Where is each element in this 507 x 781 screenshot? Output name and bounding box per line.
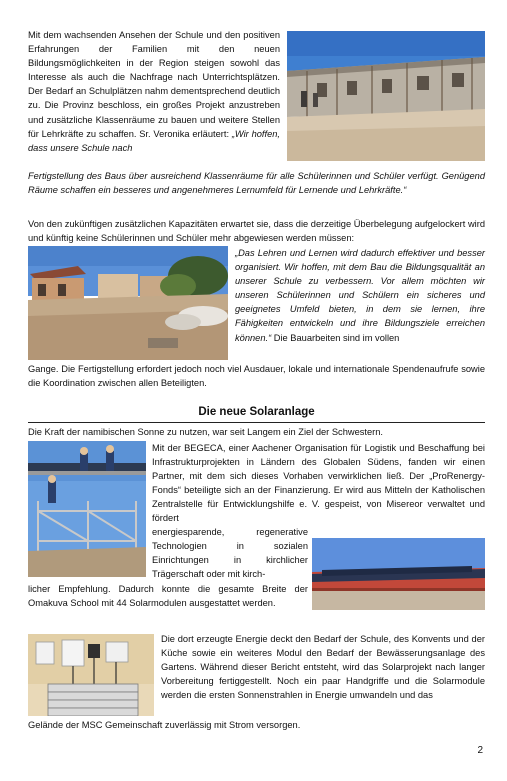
intro-quote-continuation — [28, 169, 485, 197]
solar-energy-paragraph-end — [28, 718, 485, 732]
solar-partner-paragraph — [152, 441, 485, 526]
solar-technology-paragraph — [152, 525, 308, 581]
solar-roof-photo — [312, 538, 485, 610]
capacity-quote: „Das Lehren und Lernen wird dadurch effektiver und besser organisiert. Wir hoffen, mit dem Bau die Bildungsqualität an unserer Schule zu verbessern. Vor allem möchten wir unseren Schülerinnen und Schülern ein sicheres und geeignetes Umfeld bieten, in dem sie lernen, ihre Fähigkeiten entwickeln und ihre Bildungsziele erreichen können.“ — [235, 248, 485, 343]
solar-intro-text: Die Kraft der namibischen Sonne zu nutzen, war seit Langem ein Ziel der Schwestern. — [28, 427, 384, 437]
capacity-text: Von den zukünftigen zusätzlichen Kapazitäten erwartet sie, dass die derzeitige Überbelegung aufgelockert wird und künftig keine Schülerinnen und Schüler mehr abgewiesen werden müssen: — [28, 219, 485, 244]
quote-rest: Fertigstellung des Baus über ausreichend Klassenräume für alle Schülerinnen und Schüler verfügt. Genügend Räume schaffen ein besseres und angenehmeres Lernumfeld für Lernende und Lehrkräfte.“ — [28, 171, 485, 196]
school-buildings-photo — [28, 246, 228, 360]
solar-partner-text: Mit der BEGECA, einer Aachener Organisation für Logistik und Beschaffung bei Infrastrukturprojekten in Ländern des Globalen Südens, fanden wir einen Partner, mit dem sich dieses Vorhaben verwirklichen ließ. Der „ProRenergy-Fonds“ beteiligte sich an der Finanzierung. Er wird aus Mitteln der Katholischen Zentralstelle für Entwicklungshilfe e. V. gespeist, von Misereor verwaltet und fördert — [152, 443, 485, 524]
inverter-battery-photo — [28, 634, 154, 716]
page-number: 2 — [477, 745, 483, 756]
solar-energy-end-text: Gelände der MSC Gemeinschaft zuverlässig mit Strom versorgen. — [28, 720, 301, 730]
section-heading: Die neue Solaranlage — [28, 404, 485, 423]
solar-energy-paragraph — [161, 632, 485, 702]
capacity-paragraph — [28, 217, 485, 246]
solar-intro — [28, 425, 485, 439]
quote-start: „Wir hoffen, dass unsere Schule nach — [28, 128, 280, 153]
intro-text: Mit dem wachsenden Ansehen der Schule und den positiven Erfahrungen der Familien mit den neuen Bildungsmöglichkeiten in der Region steigen sowohl das Interesse als auch die Nachfrage nach Unterrichtsplätzen. Der Bedarf an Schulplätzen nahm dementsprechend deutlich zu. Die Provinz beschloss, ein großes Projekt anzustreben und zusätzliche Klassenräume zu bauen und weitere Stellen für Lehrkräfte zu schaffen. Sr. Veronika erläutert: — [28, 30, 280, 139]
solar-energy-text: Die dort erzeugte Energie deckt den Bedarf der Schule, des Konvents und der Küche sowie ein weiteres Modul den Bedarf der Bewässerungsanlage des Gartens. Während dieser Bericht entsteht, wird das Solarprojekt nach langer Vorbereitung fertiggestellt. Noch ein paar Handgriffe und die Solarmodule werden die ersten Sonnenstrahlen in Energie umwandeln und das — [161, 634, 485, 701]
capacity-end-text: Gange. Die Fertigstellung erfordert jedoch noch viel Ausdauer, lokale und internationale Spendenaufrufe sowie die Koordination zwischen allen Beteiligten. — [28, 364, 485, 389]
solar-modules-paragraph — [28, 582, 308, 610]
solar-modules-text: licher Empfehlung. Dadurch konnte die gesamte Breite der Omakuva School mit 44 Solarmodulen ausgestattet werden. — [28, 584, 308, 609]
construction-site-photo — [287, 31, 485, 161]
capacity-paragraph-end — [28, 362, 485, 390]
intro-paragraph — [28, 28, 280, 155]
construction-status: Die Bauarbeiten sind im vollen — [271, 332, 400, 343]
capacity-quote-column — [235, 246, 485, 345]
workers-scaffolding-photo — [28, 441, 146, 577]
solar-technology-text: energiesparende, regenerative Technologien in sozialen Einrichtungen in kirchlicher Trägerschaft oder mit kirch- — [152, 527, 308, 580]
